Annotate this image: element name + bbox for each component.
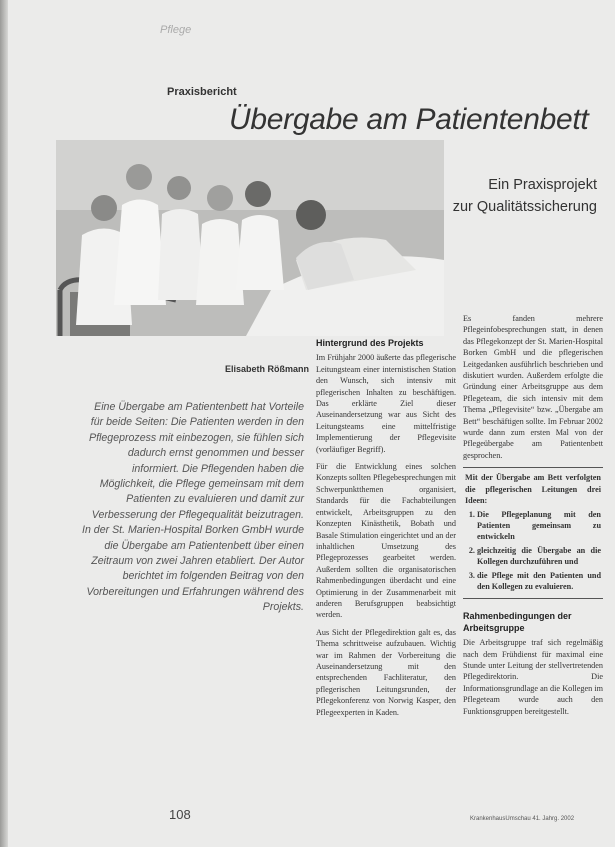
article-kicker: Praxisbericht <box>167 86 237 98</box>
page-number: 108 <box>169 807 191 822</box>
column-heading: Rahmenbedingungen der Arbeitsgruppe <box>463 611 572 633</box>
box-intro: Mit der Übergabe am Bett verfolgten die pflegerischen Leitungen drei Ideen: <box>465 473 601 506</box>
article-subtitle-line1: Ein Praxisprojekt <box>488 177 597 193</box>
highlight-box <box>463 467 603 599</box>
list-item: 1. Die Pflegeplanung mit den Patienten gemeinsam zu entwickeln <box>477 509 601 543</box>
list-item: 2. gleichzeitig die Übergabe an die Kollegen durchzuführen und <box>477 545 601 568</box>
paragraph: Im Frühjahr 2000 äußerte das pflegerische Leitungsteam einer internistischen Station den Wunsch, sich intensiv mit pflegerischen Inhalten zu beschäftigen. Das erklärte Ziel dieser Auseinandersetzung war aus Sicht des Leitungsteams eine mittelfristige Implementierung der Pflegevisite (vorläufiger Begriff). <box>316 353 456 454</box>
article-intro: Eine Übergabe am Patientenbett hat Vorteile für beide Seiten: Die Patienten werden in den Pflegeprozess mit einbezogen, sie fühlen sich dadurch ernst genommen und besser informiert. Die Pflegenden haben die Möglichkeit, die Pflege gemeinsam mit dem Patienten zu evaluieren und damit zur Verbesserung der Pflegequalität beizutragen. In der St. Marien-Hospital Borken GmbH wurde die Übergabe am Patientenbett über einen Zeitraum von zwei Jahren etabliert. Der Autor berichtet im folgenden Beitrag von den Vorbereitungen und Erfahrungen während des Projekts. <box>82 401 304 614</box>
article-headline: Übergabe am Patientenbett <box>229 103 589 136</box>
footer-source: KrankenhausUmschau 41. Jahrg. 2002 <box>470 816 575 822</box>
paragraph: Die Arbeitsgruppe traf sich regelmäßig nach dem Frühdienst für maximal eine Stunde unter Leitung der stellvertretenden Pflegedirektorin. Die Informationsgrundlage an die Kollegen im Pflegeteam wurde auch den Funktionsgruppen bereitgestellt. <box>463 638 603 716</box>
list-item: 3. die Pflege mit den Patienten und den Kollegen zu evaluieren. <box>477 570 601 593</box>
ideas-list <box>465 509 601 593</box>
page-binding-shadow <box>0 0 8 847</box>
article-subtitle-line2: zur Qualitätssicherung <box>452 199 597 215</box>
text-column-middle <box>316 338 456 724</box>
column-heading: Hintergrund des Projekts <box>316 338 424 348</box>
paragraph: Für die Entwicklung eines solchen Konzepts sollten Pflegebesprechungen mit Schwerpunktthemen organisiert, Standards für die Fachabteilungen entwickelt, Arbeitsgruppen zu den Konzepten Kinästhetik, Bobath und Basale Stimulation eingerichtet und an der inhaltlichen Umsetzung des Pflegeprozesses gearbeitet werden. Außerdem sollten die organisatorischen Rahmenbedingungen überdacht und eine Optimierung in der Zusammenarbeit mit anderen Berufsgruppen beabsichtigt werden. <box>316 462 456 620</box>
section-label: Pflege <box>160 24 192 36</box>
paragraph: Es fanden mehrere Pflegeinfobesprechungen statt, in denen das Pflegekonzept der St. Marien-Hospital Borken GmbH und die pflegerischen Leitgedanken ausführlich beschrieben und diskutiert wurden. Außerdem erfolgte die Gründung einer Arbeitsgruppe aus dem Pflegeteam, die sich intensiv mit dem Thema „Pflegevisite“ bzw. „Übergabe am Bett“ beschäftigen sollte. Im Februar 2002 wurde dann zum ersten Mal von der Pflegeübergabe am Patientenbett gesprochen. <box>463 314 603 460</box>
text-column-right <box>463 313 603 723</box>
author-byline: Elisabeth Rößmann <box>225 364 310 374</box>
article-photo <box>56 140 444 336</box>
paragraph: Aus Sicht der Pflegedirektion galt es, das Thema schrittweise aufzubauen. Wichtig war im Rahmen der Vorbereitung die Auseinandersetzung mit den entsprechenden Fachliteratur, den pflegerischen Leitungsrunden, der Pflegekonferenz von Norwig Kasper, den Pflegeexperten in Kaden. <box>316 627 456 717</box>
